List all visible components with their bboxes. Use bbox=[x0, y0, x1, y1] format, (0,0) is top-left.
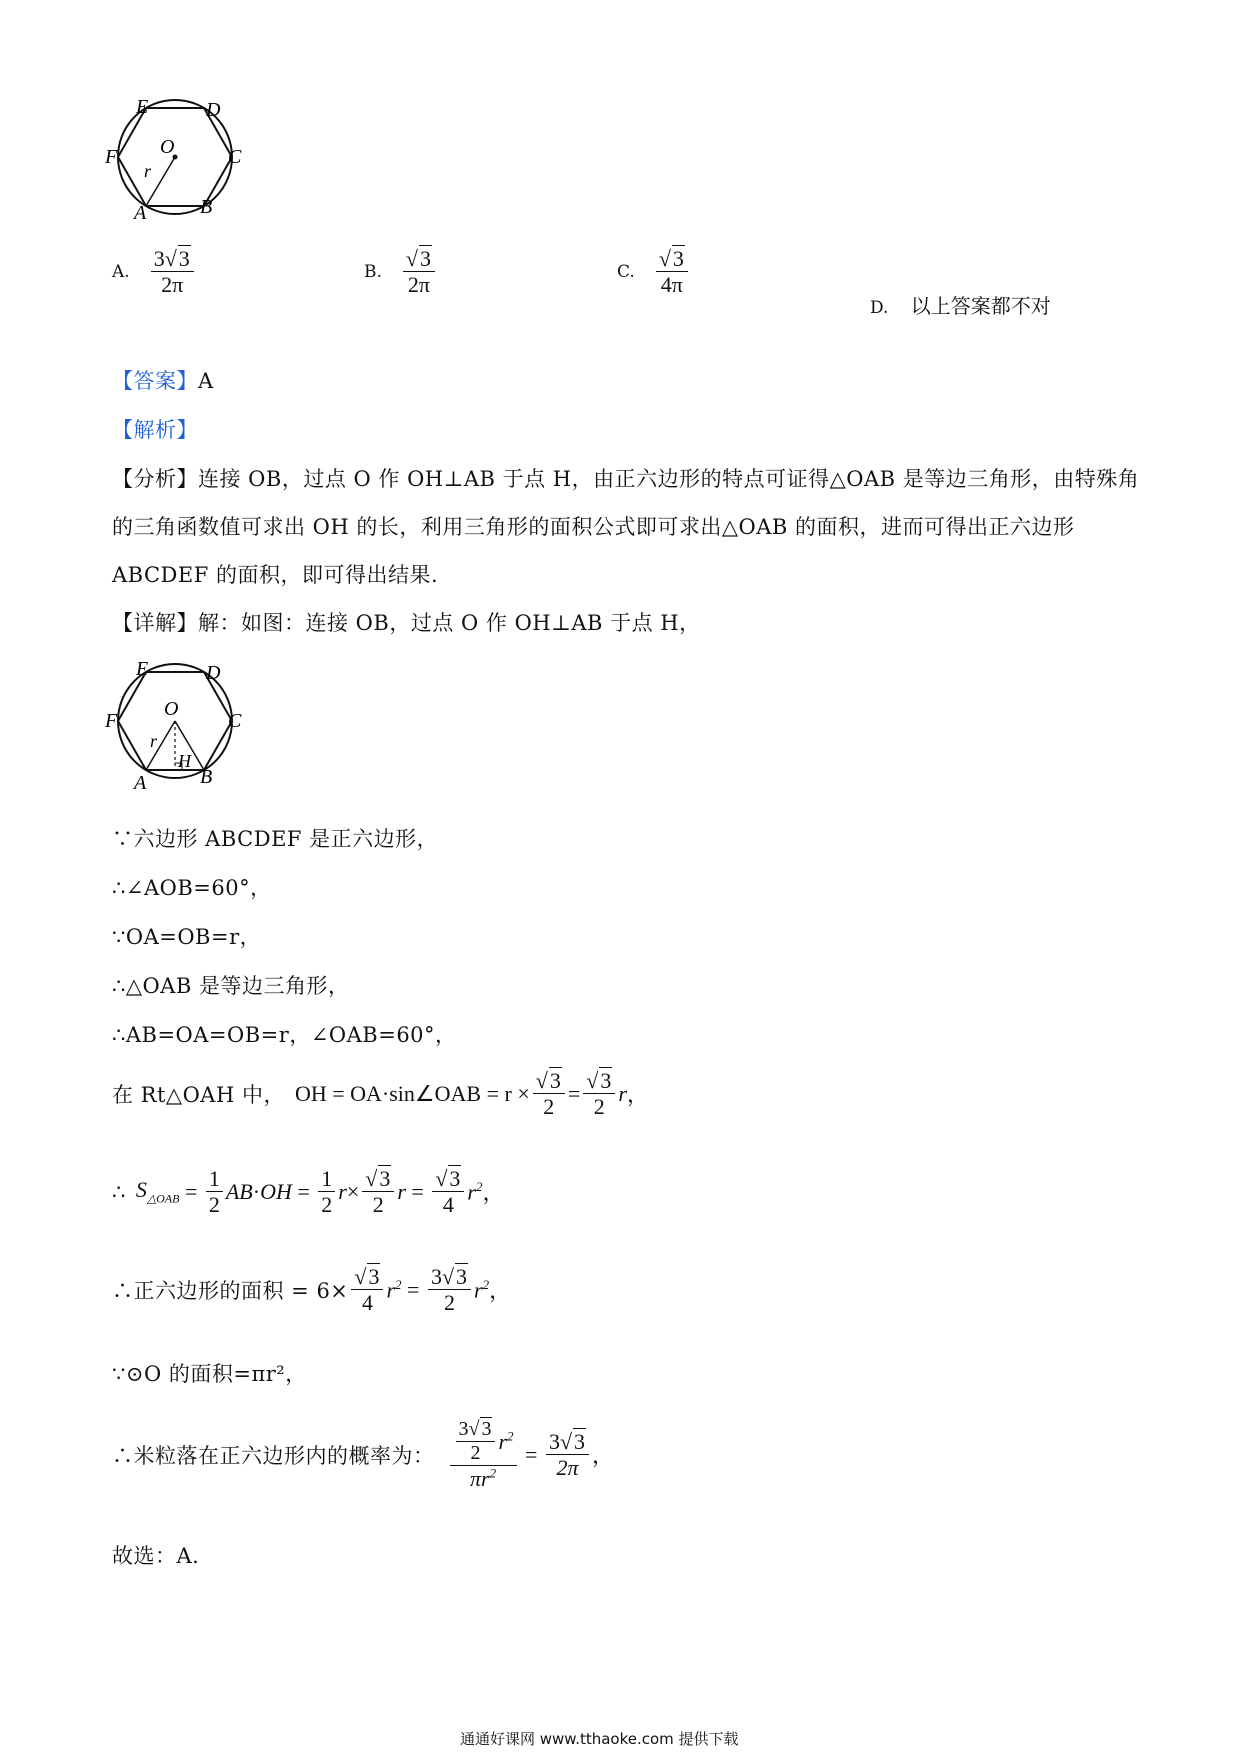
option-d-letter: D. bbox=[870, 298, 889, 318]
fenxi-line-1: 【分析】连接 OB，过点 O 作 OH⊥AB 于点 H，由正六边形的特点可证得△OAB 是等边三角形，由特殊角 bbox=[112, 467, 1140, 491]
step-1: ∵六边形 ABCDEF 是正六边形， bbox=[112, 827, 439, 851]
label-C: C bbox=[228, 710, 242, 732]
conclusion: 故选：A. bbox=[112, 1544, 200, 1568]
option-c-fraction: $\frac{√3}{4\pi}$ bbox=[656, 246, 688, 298]
footer-text: 通通好课网 www.tthaoke.com 提供下载 bbox=[460, 1730, 739, 1748]
step-7: ∴ $S_{\triangle OAB}$ = $\frac{1}{2}$ AB · OH = $\frac{1}{2}$ r × $\frac{√3}{2}$ r = $\frac{√3}{4}$ $r^2$ ， bbox=[112, 1166, 505, 1218]
label-r: r bbox=[144, 161, 152, 181]
step-4: ∴△OAB 是等边三角形， bbox=[112, 974, 350, 998]
hexagon-figure-1 bbox=[100, 95, 280, 245]
option-d-text: 以上答案都不对 bbox=[910, 294, 1051, 318]
step-8: ∴正六边形的面积 = 6× $\frac{√3}{4}$ $r^2$ = $\frac{3√3}{2}$ $r^2$ ， bbox=[112, 1264, 512, 1316]
label-F: F bbox=[105, 146, 118, 168]
option-b-letter: B. bbox=[364, 261, 382, 282]
label-B: B bbox=[200, 196, 213, 218]
xiangjie-tag: 【详解】 bbox=[112, 611, 198, 635]
label-r: r bbox=[150, 731, 158, 751]
answer-line bbox=[112, 365, 214, 395]
label-D: D bbox=[206, 99, 221, 121]
label-B: B bbox=[200, 766, 213, 788]
step-3: ∵OA=OB=r， bbox=[112, 925, 262, 949]
step-10: ∴米粒落在正六边形内的概率为： $\frac{3√ 3}{2}$ $r^2$ $\pi r^2$ = $\frac{3√3}{2\pi}$ ， bbox=[112, 1418, 615, 1491]
fenxi-tag: 【分析】 bbox=[112, 467, 198, 491]
answer-value: A bbox=[198, 369, 214, 393]
label-A: A bbox=[134, 772, 147, 794]
option-d bbox=[870, 290, 1051, 319]
option-b bbox=[364, 246, 438, 298]
label-F: F bbox=[105, 710, 118, 732]
step-5: ∴AB=OA=OB=r，∠OAB=60°， bbox=[112, 1023, 457, 1047]
xiangjie-line: 【详解】解：如图：连接 OB，过点 O 作 OH⊥AB 于点 H， bbox=[112, 611, 701, 635]
option-c bbox=[617, 246, 691, 298]
label-O: O bbox=[160, 136, 175, 158]
step-6: 在 Rt△OAH 中， OH = OA·sin∠OAB = r × $\frac{√3}{2}$ = $\frac{√3}{2}$ r ， bbox=[112, 1068, 649, 1120]
label-E: E bbox=[136, 658, 149, 680]
label-A: A bbox=[134, 202, 147, 224]
option-a-letter: A. bbox=[112, 261, 130, 282]
option-a-fraction: $\frac{3√3}{2\pi}$ bbox=[151, 246, 194, 298]
label-H: H bbox=[178, 751, 191, 771]
fenxi-line-2: 的三角函数值可求出 OH 的长，利用三角形的面积公式即可求出△OAB 的面积，进而可得出正六边形 bbox=[112, 515, 1075, 539]
label-D: D bbox=[206, 662, 221, 684]
label-C: C bbox=[228, 146, 242, 168]
answer-tag: 【答案】 bbox=[112, 369, 198, 393]
hexagon-figure-2 bbox=[100, 655, 280, 805]
step-9: ∵⊙O 的面积=πr²， bbox=[112, 1362, 307, 1386]
step-2: ∴∠AOB=60°， bbox=[112, 876, 272, 900]
fenxi-line-3: ABCDEF 的面积，即可得出结果. bbox=[112, 563, 439, 587]
option-b-fraction: $\frac{√3}{2\pi}$ bbox=[403, 246, 435, 298]
label-E: E bbox=[136, 96, 149, 118]
option-a bbox=[112, 246, 197, 298]
label-O: O bbox=[164, 698, 179, 720]
analysis-tag: 【解析】 bbox=[112, 418, 198, 442]
option-c-letter: C. bbox=[617, 261, 635, 282]
